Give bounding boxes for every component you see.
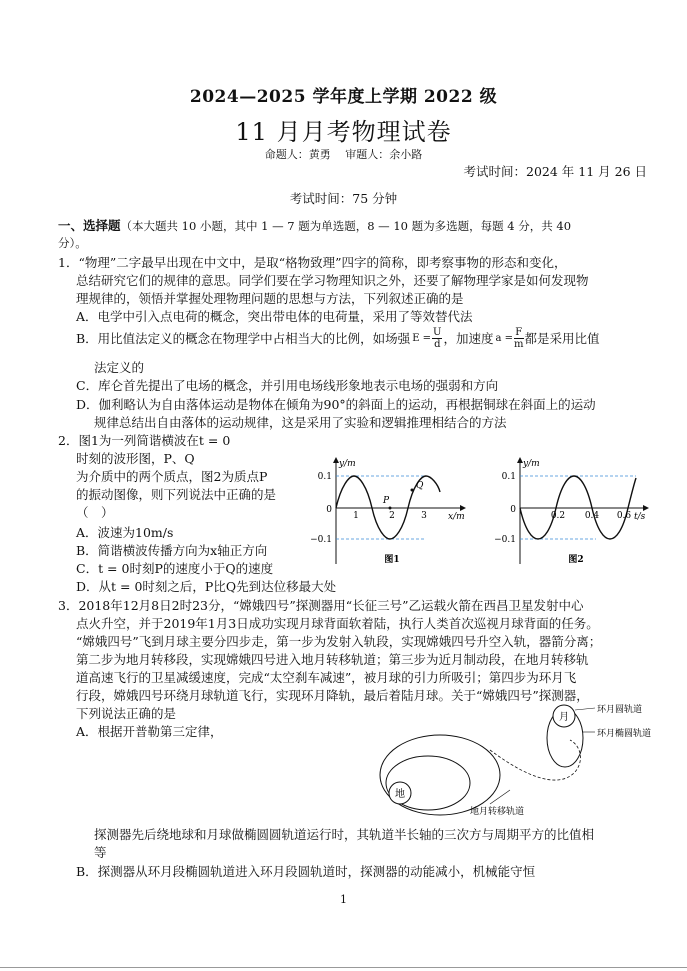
fig2-xlabel: t/s xyxy=(634,512,646,522)
exam-title-line2: 11 月月考物理试卷 xyxy=(235,118,452,146)
q1-stem-line3: 理规律的，领悟并掌握处理物理问题的思想与方法，下列叙述正确的是 xyxy=(76,291,464,306)
moon-label: 月 xyxy=(559,712,569,723)
fig1-xtick-1: 1 xyxy=(353,511,359,521)
fig1-origin: 0 xyxy=(326,505,332,515)
q3-stem-line1: 3．2018年12月8日2时23分，“嫦娥四号”探测器用“长征三号”乙运载火箭在西昌卫星发射中心 xyxy=(58,598,584,613)
transfer-orbit-label: 地月转移轨道 xyxy=(470,807,525,817)
circ-orbit-label: 环月圆轨道 xyxy=(597,705,643,715)
fig2-xtick-1: 0.2 xyxy=(550,511,566,521)
q1-eq2-numerator: F xyxy=(515,326,523,338)
q3-stem-line4: 第二步为地月转移段，实现嫦娥四号进入地月转移轨道；第三步为近月制动段，在地月转移轨 xyxy=(76,652,589,667)
q3-option-b: B．探测器从环月段椭圆轨道进入环月段圆轨道时，探测器的动能减小，机械能守恒 xyxy=(76,864,536,879)
q2-stem-line3: 为介质中的两个质点，图2为质点P xyxy=(76,469,268,484)
q2-option-a: A．波速为10m/s xyxy=(76,525,174,540)
section-instructions-cont: 分）。 xyxy=(58,236,87,250)
q1-option-b-text1: B．用比值法定义的概念在物理学中占相当大的比例，如场强 xyxy=(76,331,411,346)
q1-option-d-cont: 规律总结出自由落体的运动规律，这是采用了实验和逻辑推理相结合的方法 xyxy=(94,415,507,430)
q3-stem-line7: 下列说法正确的是 xyxy=(76,706,177,721)
circ-orbit-leader xyxy=(575,708,595,710)
fig1-xtick-3: 3 xyxy=(421,511,427,521)
q1-option-d: D．伽利略认为自由落体运动是物体在倾角为90°的斜面上的运动，再根据铜球在斜面上的运动 xyxy=(76,397,596,412)
exam-authors: 命题人：黄勇 审题人：余小路 xyxy=(264,148,423,161)
q1-option-b xyxy=(76,323,600,353)
fig2-ytick-top: 0.1 xyxy=(501,472,516,482)
fig2-xtick-2: 0.4 xyxy=(584,511,600,521)
q2-option-d: D．从t = 0时刻之后，P比Q先到达位移最大处 xyxy=(76,579,337,594)
q2-figure2-vibration xyxy=(476,452,656,574)
q1-eq2-lhs: a = xyxy=(495,332,514,344)
q1-eq1-fraction xyxy=(432,327,442,350)
exam-duration: 考试时间：75 分钟 xyxy=(289,191,398,206)
fig2-xtick-3: 0.6 xyxy=(616,511,632,521)
q2-answer-bracket: （ ） xyxy=(76,505,114,520)
q1-option-b-cont: 法定义的 xyxy=(94,360,145,375)
fig1-point-p xyxy=(389,507,392,510)
q1-option-b-text2: ，加速度 xyxy=(443,331,494,346)
q2-stem-line1: 2．图1为一列简谐横波在t = 0 xyxy=(58,433,231,448)
fig1-xlabel: x/m xyxy=(448,512,465,522)
q3-option-a: A．根据开普勒第三定律， xyxy=(76,724,223,739)
q2-option-c: C．t = 0时刻P的速度小于Q的速度 xyxy=(76,561,274,576)
ellip-orbit-label: 环月椭圆轨道 xyxy=(597,729,652,739)
q1-stem-line2: 总结研究它们的规律的意思。同学们要在学习物理知识之外，还要了解物理学家是如何发现物 xyxy=(76,273,589,288)
exam-date: 考试时间：2024 年 11 月 26 日 xyxy=(463,164,647,179)
fig1-ytick-bottom: −0.1 xyxy=(310,535,332,545)
fig1-ylabel: y/m xyxy=(339,459,356,469)
q2-option-b: B．简谐横波传播方向为x轴正方向 xyxy=(76,543,268,558)
fig1-ytick-top: 0.1 xyxy=(317,472,332,482)
q3-stem-line3: “嫦娥四号”飞到月球主要分四步走，第一步为发射入轨段，实现嫦娥四号升空入轨，器箭分离； xyxy=(76,634,602,649)
q2-figure1-waveform xyxy=(300,452,470,574)
section-instructions: （本大题共 10 小题，其中 1 — 7 题为单选题，8 — 10 题为多选题，每题 4 分，共 40 xyxy=(120,219,572,233)
q3-option-a-cont: 探测器先后绕地球和月球做椭圆圆轨道运行时，其轨道半长轴的三次方与周期平方的比值相 xyxy=(94,827,595,842)
q1-eq2-fraction xyxy=(514,327,523,350)
page-bottom-rule xyxy=(0,967,687,968)
transfer-leader xyxy=(490,790,510,804)
q3-stem-line6: 行段，嫦娥四号环绕月球轨道飞行，实现环月降轨，最后着陆月球。关于“嫦娥四号”探测器， xyxy=(76,688,589,703)
q1-eq1-numerator: U xyxy=(433,326,442,338)
fig1-point-q xyxy=(411,489,414,492)
fig2-ytick-bottom: −0.1 xyxy=(494,535,516,545)
q3-option-a-cont2: 等 xyxy=(94,845,107,860)
exam-title-line1: 2024—2025 学年度上学期 2022 级 xyxy=(189,87,498,107)
transfer-orbit-path xyxy=(490,740,580,780)
q1-stem-line1: 1．“物理”二字最早出现在中文中，是取“格物致理”四字的简称，即考察事物的形态和变化， xyxy=(58,255,567,270)
q3-orbit-figure xyxy=(370,700,680,822)
fig1-label-p: P xyxy=(383,496,390,506)
q1-eq1-lhs: E = xyxy=(412,332,432,344)
section-title: 一、选择题 xyxy=(58,218,121,233)
q2-stem-line4: 的振动图像，则下列说法中正确的是 xyxy=(76,487,277,502)
fig2-caption: 图2 xyxy=(568,555,584,565)
fig1-label-q: Q xyxy=(416,481,424,491)
q1-option-a: A．电学中引入点电荷的概念，突出带电体的电荷量，采用了等效替代法 xyxy=(76,309,473,324)
page-number: 1 xyxy=(340,893,347,906)
earth-label: 地 xyxy=(395,789,405,800)
fig1-xtick-2: 2 xyxy=(389,511,395,521)
q3-stem-line2: 点火升空，并于2019年1月3日成功实现月球背面软着陆，执行人类首次巡视月球背面的任务。 xyxy=(76,616,599,631)
fig1-caption: 图1 xyxy=(384,555,400,565)
section-heading xyxy=(58,216,571,234)
q1-option-b-text3: 都是采用比值 xyxy=(524,331,600,346)
q1-eq1-denominator: d xyxy=(434,338,441,350)
fig2-origin: 0 xyxy=(510,505,516,515)
q1-eq2-denominator: m xyxy=(514,338,524,350)
q2-stem-line2: 时刻的波形图，P、Q xyxy=(76,451,195,466)
q1-option-c: C．库仑首先提出了电场的概念，并引用电场线形象地表示电场的强弱和方向 xyxy=(76,378,499,393)
q3-stem-line5: 道高速飞行的卫星减缓速度，完成“太空刹车减速”，被月球的引力所吸引；第四步为环月飞 xyxy=(76,670,577,685)
fig2-ylabel: y/m xyxy=(523,459,540,469)
